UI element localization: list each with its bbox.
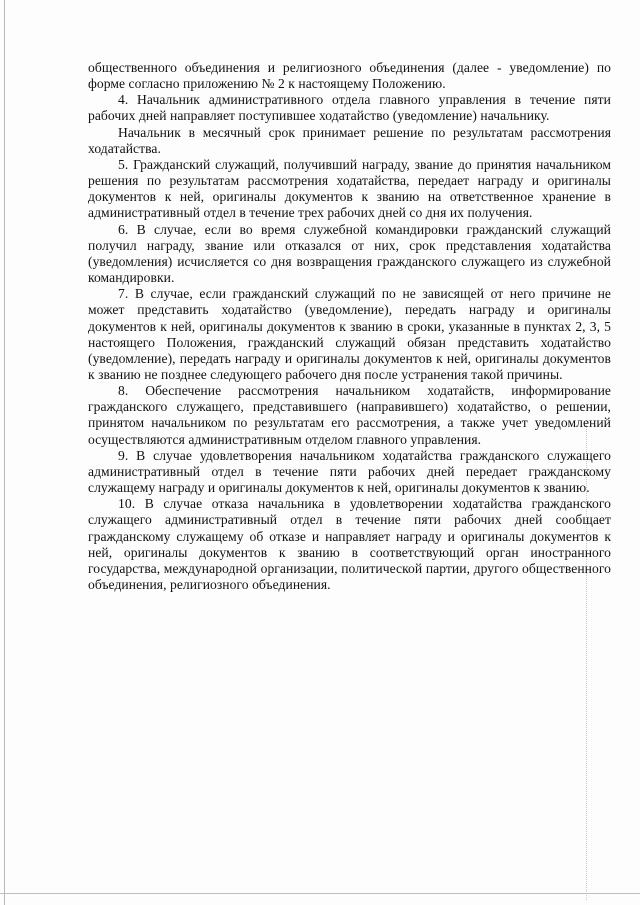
paragraph-item-4-decision: Начальник в месячный срок принимает решение по результатам рассмотрения ходатайства. [88, 124, 611, 156]
paragraph-item-5: 5. Гражданский служащий, получивший награду, звание до принятия начальником решения по результатам рассмотрения ходатайства, передает награду и оригиналы документов к ней, оригиналы документов к званию на ответственное хранение в административный отдел в течение трех рабочих дней со дня их получения. [88, 156, 611, 221]
scan-bottom-edge-line [0, 893, 640, 894]
paragraph-item-7: 7. В случае, если гражданский служащий по не зависящей от него причине не может представить ходатайство (уведомление), передать награду и оригиналы документов к ней, оригиналы документов к званию в сроки, указанные в пунктах 2, 3, 5 настоящего Положения, гражданский служащий обязан представить ходатайство (уведомление), передать награду и оригиналы документов к ней, оригиналы документов к званию не позднее следующего рабочего дня после устранения такой причины. [88, 286, 611, 382]
paragraph-item-9: 9. В случае удовлетворения начальником ходатайства гражданского служащего административный отдел в течение пяти рабочих дней передает гражданскому служащему награду и оригиналы документов к ней, оригиналы документов к званию. [88, 447, 611, 496]
paragraph-item-6: 6. В случае, если во время служебной командировки гражданский служащий получил награду, звание или отказался от них, срок представления ходатайства (уведомления) исчисляется со дня возвращения гражданского служащего из служебной командировки. [88, 221, 611, 286]
scan-left-edge-line [4, 0, 5, 905]
paragraph-item-8: 8. Обеспечение рассмотрения начальником ходатайств, информирование гражданского служащего, представившего (направившего) ходатайство, о решении, принятом начальником по результатам его рассмотрения, а также учет уведомлений осуществляются административным отделом главного управления. [88, 383, 611, 447]
paragraph-item-4: 4. Начальник административного отдела главного управления в течение пяти рабочих дней направляет поступившее ходатайство (уведомление) начальнику. [88, 92, 611, 124]
paragraph-continuation: общественного объединения и религиозного объединения (далее - уведомление) по форме согласно приложению № 2 к настоящему Положению. [88, 60, 611, 92]
document-body [88, 60, 611, 593]
paragraph-item-10: 10. В случае отказа начальника в удовлетворении ходатайства гражданского служащего административный отдел в течение пяти рабочих дней сообщает гражданскому служащему об отказе и направляет награду и оригиналы документов к ней, оригиналы документов к званию в соответствующий орган иностранного государства, международной организации, политической партии, другого общественного объединения, религиозного объединения. [88, 496, 611, 592]
